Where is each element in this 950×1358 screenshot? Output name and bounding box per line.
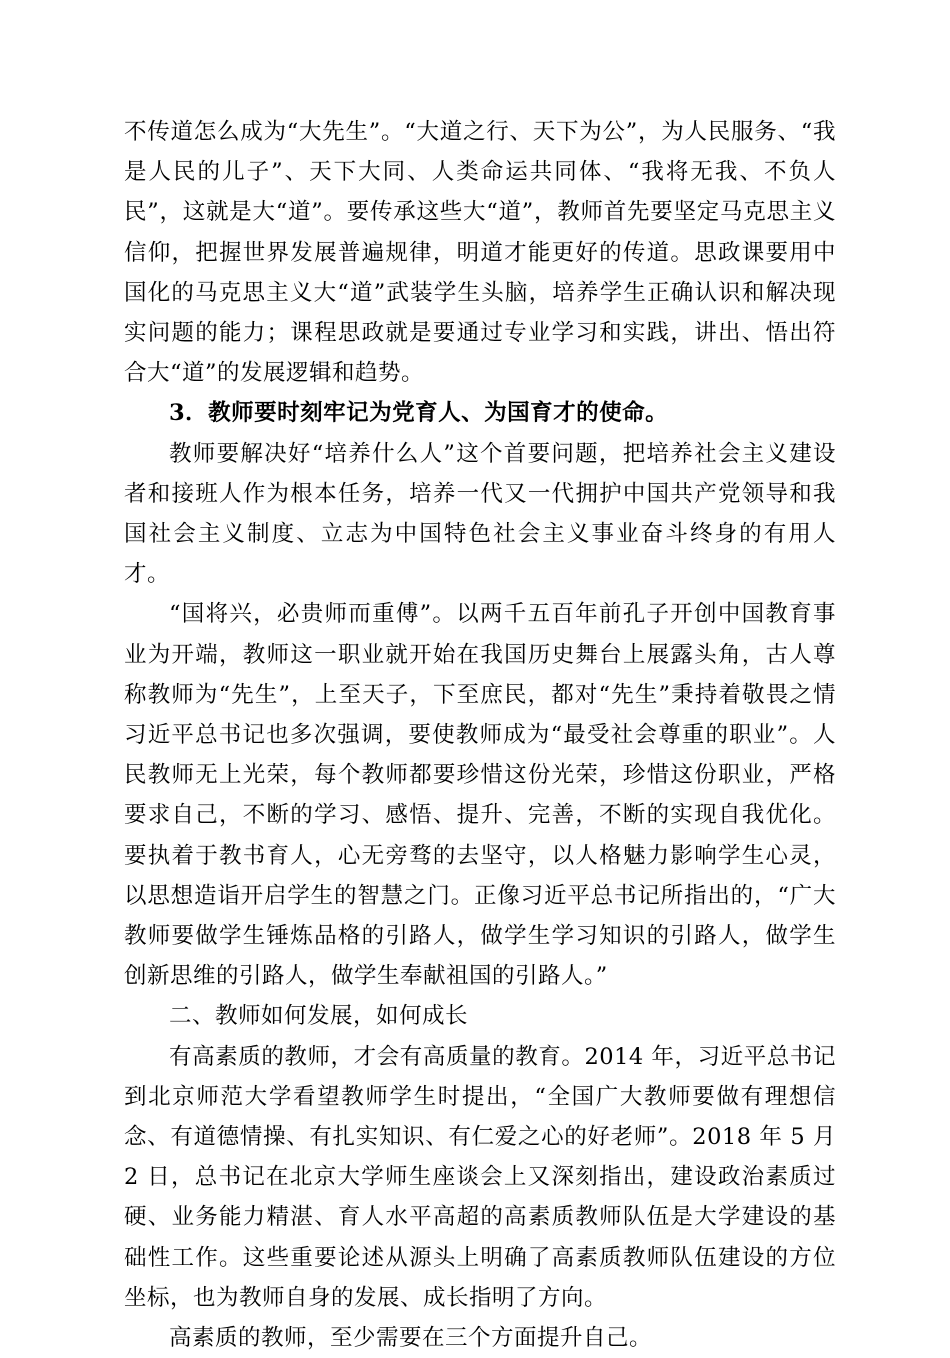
document-body: [124, 112, 836, 1358]
paragraph-dao-meaning: 不传道怎么成为“大先生”。“大道之行、天下为公”，为人民服务、“我是人民的儿子”、天下大同、人类命运共同体、“我将无我、不负人民”，这就是大“道”。要传承这些大“道”，教师首先要坚定马克思主义信仰，把握世界发展普遍规律，明道才能更好的传道。思政课要用中国化的马克思主义大“道”武装学生头脑，培养学生正确认识和解决现实问题的能力；课程思政就是要通过专业学习和实践，讲出、悟出符合大“道”的发展逻辑和趋势。: [124, 119, 836, 387]
paragraph-who-to-cultivate: 教师要解决好“培养什么人”这个首要问题，把培养社会主义建设者和接班人作为根本任务，培养一代又一代拥护中国共产党领导和我国社会主义制度、立志为中国特色社会主义事业奋斗终身的有用人才。: [124, 440, 836, 588]
paragraph-teacher-respect: “国将兴，必贵师而重傅”。以两千五百年前孔子开创中国教育事业为开端，教师这一职业就开始在我国历史舞台上展露头角，古人尊称教师为“先生”，上至天子，下至庶民，都对“先生”秉持着敬畏之情习近平总书记也多次强调，要使教师成为“最受社会尊重的职业”。人民教师无上光荣，每个教师都要珍惜这份光荣，珍惜这份职业，严格要求自己，不断的学习、感悟、提升、完善，不断的实现自我优化。要执着于教书育人，心无旁骛的去坚守，以人格魅力影响学生心灵，以思想造诣开启学生的智慧之门。正像习近平总书记所指出的，“广大教师要做学生锤炼品格的引路人，做学生学习知识的引路人，做学生创新思维的引路人，做学生奉献祖国的引路人。”: [124, 601, 836, 990]
paragraph-high-quality-teachers: 有高素质的教师，才会有高质量的教育。2014 年，习近平总书记到北京师范大学看望教师学生时提出，“全国广大教师要做有理想信念、有道德情操、有扎实知识、有仁爱之心的好老师”。2018 年 5 月 2 日，总书记在北京大学师生座谈会上又深刻指出，建设政治素质过硬、业务能力精湛、育人水平高超的高素质教师队伍是大学建设的基础性工作。这些重要论述从源头上明确了高素质教师队伍建设的方位坐标，也为教师自身的发展、成长指明了方向。: [124, 1043, 836, 1311]
section-heading-development: 二、教师如何发展，如何成长: [169, 1003, 469, 1030]
section-heading-mission: 3．教师要时刻牢记为党育人、为国育才的使命。: [169, 400, 669, 427]
paragraph-three-aspects: 高素质的教师，至少需要在三个方面提升自己。: [169, 1325, 653, 1352]
